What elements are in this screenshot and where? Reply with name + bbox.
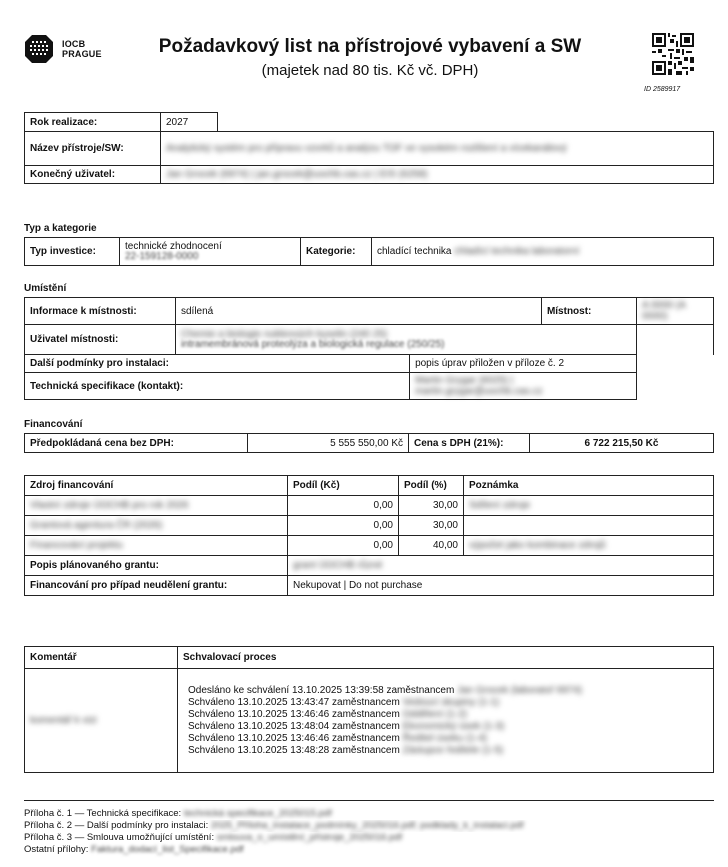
- logo: [24, 34, 102, 64]
- proces-line: Schváleno 13.10.2025 13:46:46 zaměstnancem Ředitel úseku (1-4): [188, 732, 488, 744]
- neudeleni-value: Nekupovat | Do not purchase: [288, 576, 714, 596]
- logo-text: [62, 39, 102, 59]
- typ-value-line2: 22-159128-0000: [125, 250, 199, 262]
- zdroje-header-zdroj: Zdroj financování: [25, 476, 288, 496]
- pozn-cell: [464, 536, 714, 556]
- neudeleni-label: Financování pro případ neudělení grantu:: [25, 576, 288, 596]
- kc-cell: 0,00: [288, 496, 399, 516]
- attachment-link[interactable]: 2025_Příloha_instalace_podmínky_2025016.pdf; podklady_k_instalaci.pdf: [210, 820, 524, 831]
- uziv-mistnosti-label: Uživatel místnosti:: [25, 325, 176, 355]
- logo-line2: PRAGUE: [62, 49, 102, 59]
- kategorie-text: chladící technika: [377, 246, 452, 257]
- table-row: [25, 536, 714, 556]
- zdroje-header-pozn: Poznámka: [464, 476, 714, 496]
- attachment-link[interactable]: Faktura_dodací_list_Specifikace.pdf: [91, 844, 244, 855]
- proces-line: Schváleno 13.10.2025 13:48:28 zaměstnancem Zástupce ředitele (1-5): [188, 744, 504, 756]
- dalsi-value: popis úprav přiložen v příloze č. 2: [410, 355, 637, 373]
- mistnost-label: Místnost:: [541, 298, 636, 325]
- zdroje-table: [24, 475, 714, 596]
- pct-cell: 30,00: [399, 516, 464, 536]
- financovani-section-title: Financování: [24, 419, 83, 430]
- pct-cell: 30,00: [399, 496, 464, 516]
- zdroje-header-kc: Podíl (Kč): [288, 476, 399, 496]
- uziv-mistnosti-line1: Chemie a biologie nukleových kyselin (240 25): [181, 328, 388, 340]
- info-value: sdílená: [176, 298, 542, 325]
- umisteni-section-title: Umístění: [24, 283, 67, 294]
- tech-value: [410, 373, 637, 400]
- zdroj-text: Grantová agentura ČR (2026): [30, 520, 163, 531]
- zdroje-header-pct: Podíl (%): [399, 476, 464, 496]
- basic-info-table: [24, 112, 714, 184]
- table-row: [25, 516, 714, 536]
- kategorie-label: Kategorie:: [301, 238, 372, 266]
- nazev-text: Analytický systém pro přípravu vzorků a analýzu TOF ve vysokém rozlišení a vícekanálový: [166, 143, 567, 154]
- proces-line: Schváleno 13.10.2025 13:48:04 zaměstnancem Ekonomický úsek (1-3): [188, 720, 505, 732]
- cena-s-label: Cena s DPH (21%):: [409, 434, 530, 453]
- typ-section-title: Typ a kategorie: [24, 223, 97, 234]
- attachments-list: [24, 808, 714, 856]
- uziv-mistnosti-value: [176, 325, 637, 355]
- iocb-logo-icon: [24, 34, 54, 64]
- pozn-cell: [464, 516, 714, 536]
- komentar-value: [25, 669, 178, 773]
- dalsi-empty: [636, 355, 713, 373]
- komentar-label: Komentář: [25, 647, 178, 669]
- nazev-label: Název přístroje/SW:: [25, 132, 161, 166]
- zdroj-cell: [25, 516, 288, 536]
- typ-label: Typ investice:: [25, 238, 120, 266]
- komentar-table: [24, 646, 714, 773]
- proces-line: Schváleno 13.10.2025 13:46:46 zaměstnancem Oddělení (1-2): [188, 708, 468, 720]
- rok-value: 2027: [161, 113, 218, 132]
- info-label: Informace k místnosti:: [25, 298, 176, 325]
- logo-line1: IOCB: [62, 39, 86, 49]
- komentar-text: komentář k vizi: [30, 715, 97, 726]
- rok-label: Rok realizace:: [25, 113, 161, 132]
- grant-value: [288, 556, 714, 576]
- attachment-item: Příloha č. 2 — Další podmínky pro instalaci: 2025_Příloha_instalace_podmínky_2025016.pdf; podklady_k_instalaci.pdf: [24, 820, 524, 831]
- cena-s-value: 6 722 215,50 Kč: [530, 434, 714, 453]
- kc-cell: 0,00: [288, 536, 399, 556]
- footer-divider: [24, 800, 714, 801]
- pozn-cell: [464, 496, 714, 516]
- mistnost-text: A 0000 (A 0000): [641, 300, 686, 322]
- attachment-item: Příloha č. 1 — Technická specifikace: technická specifikace_2025015.pdf: [24, 808, 332, 819]
- kc-cell: 0,00: [288, 516, 399, 536]
- zdroj-text: Financování projektu: [30, 540, 123, 551]
- mistnost-value: [636, 298, 713, 325]
- attachment-item: Ostatní přílohy: Faktura_dodací_list_Specifikace.pdf: [24, 844, 244, 855]
- pct-cell: 40,00: [399, 536, 464, 556]
- zdroj-cell: [25, 536, 288, 556]
- uzivatel-value: [161, 166, 714, 184]
- tech-label: Technická specifikace (kontakt):: [25, 373, 410, 400]
- nazev-value: [161, 132, 714, 166]
- attachment-link[interactable]: smlouva_o_umístění_přístroje_2025016.pdf: [216, 832, 403, 843]
- qr-code-icon: [652, 33, 694, 75]
- proces-label: Schvalovací proces: [178, 647, 714, 669]
- zdroj-cell: [25, 496, 288, 516]
- cena-table: [24, 433, 714, 453]
- attachment-link[interactable]: technická specifikace_2025015.pdf: [183, 808, 332, 819]
- grant-label: Popis plánovaného grantu:: [25, 556, 288, 576]
- typ-value-line1: technické zhodnocení: [125, 240, 222, 252]
- zdroj-text: Vlastní zdroje ÚOCHB pro rok 2026: [30, 500, 189, 511]
- table-row: [25, 496, 714, 516]
- pozn-text: výpočet jako kombinace zdrojů: [469, 540, 606, 551]
- uzivatel-text: Jan Grocek (6974) | jan.grocek@uochb.cas.cz | EIS (6258): [166, 169, 428, 180]
- uziv-mistnosti-empty: [636, 325, 713, 355]
- uziv-mistnosti-line2: intramembránová proteolýza a biologická regulace (250/25): [181, 338, 445, 350]
- pozn-text: Sdílení zdroje: [469, 500, 531, 511]
- dalsi-label: Další podmínky pro instalaci:: [25, 355, 410, 373]
- page-subtitle: (majetek nad 80 tis. Kč vč. DPH): [261, 62, 479, 79]
- umisteni-table: [24, 297, 714, 400]
- document-id: ID 2589917: [644, 86, 681, 93]
- attachment-item: Příloha č. 3 — Smlouva umožňující umístění: smlouva_o_umístění_přístroje_2025016.pdf: [24, 832, 403, 843]
- tech-text: Martin Grygar (6025) | martin.grygar@uochb.cas.cz: [415, 375, 543, 397]
- page-title: Požadavkový list na přístrojové vybavení a SW: [158, 36, 582, 57]
- kategorie-extra: chladící technika laboratorní: [454, 246, 580, 257]
- typ-value: [120, 238, 301, 266]
- tech-empty: [636, 373, 713, 400]
- typ-table: [24, 237, 714, 266]
- grant-text: grant ÚOCHB různé: [293, 560, 383, 571]
- uzivatel-label: Konečný uživatel:: [25, 166, 161, 184]
- rok-empty: [218, 113, 714, 132]
- proces-lines: [178, 669, 714, 773]
- kategorie-value: [372, 238, 714, 266]
- cena-bez-label: Předpokládaná cena bez DPH:: [25, 434, 248, 453]
- proces-line: Odesláno ke schválení 13.10.2025 13:39:58 zaměstnancem Jan Grocek (laboratoř 6974): [188, 684, 583, 696]
- proces-line: Schváleno 13.10.2025 13:43:47 zaměstnancem Vedoucí skupiny (1-1): [188, 696, 500, 708]
- cena-bez-value: 5 555 550,00 Kč: [248, 434, 409, 453]
